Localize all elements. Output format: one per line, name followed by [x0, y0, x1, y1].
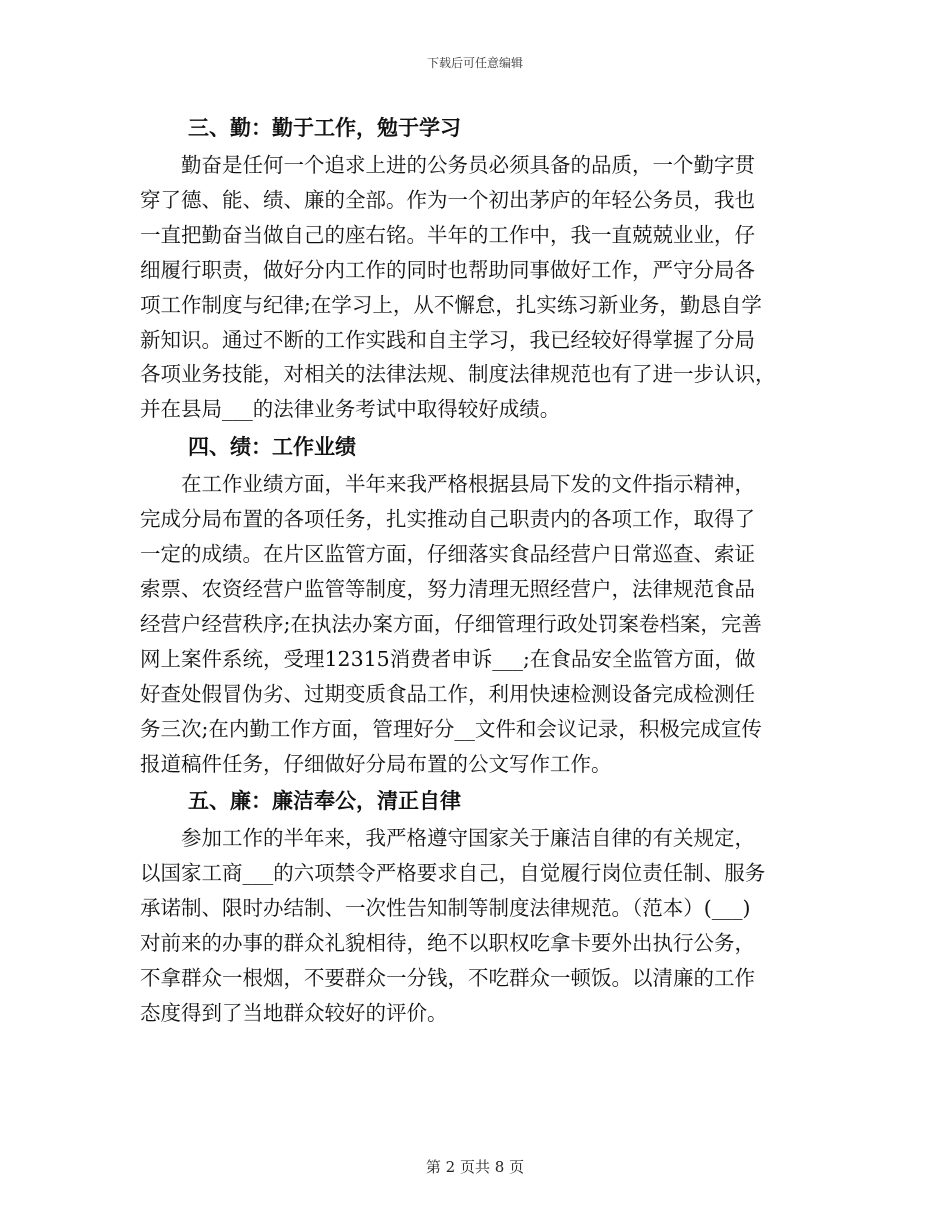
- page-header-note: 下载后可任意编辑: [426, 56, 523, 70]
- text-line: 项工作制度与纪律;在学习上，从不懈怠，扎实练习新业务，勤恳自学: [140, 292, 762, 317]
- section-heading-integrity: 五、廉：廉洁奉公，清正自律: [188, 789, 461, 814]
- paragraph-achievement: [140, 467, 810, 781]
- section-heading-diligence: 三、勤：勤于工作，勉于学习: [188, 116, 461, 140]
- text-line: 细履行职责，做好分内工作的同时也帮助同事做好工作，严守分局各: [140, 257, 755, 282]
- document-body: [140, 108, 810, 1031]
- text-line: 参加工作的半年来，我严格遵守国家关于廉洁自律的有关规定，: [181, 826, 755, 851]
- paragraph-diligence: [140, 148, 810, 427]
- text-line: 索票、农资经营户监管等制度，努力清理无照经营户，法律规范食品: [140, 576, 755, 601]
- text-line: 报道稿件任务，仔细做好分局布置的公文写作工作。: [140, 751, 612, 776]
- text-line: 态度得到了当地群众较好的评价。: [140, 1000, 448, 1025]
- text-line: 各项业务技能，对相关的法律法规、制度法律规范也有了进一步认识，: [140, 362, 776, 387]
- text-line: 务三次;在内勤工作方面，管理好分__文件和会议记录，积极完成宣传: [140, 716, 762, 741]
- text-line: 一定的成绩。在片区监管方面，仔细落实食品经营户日常巡查、索证: [140, 542, 755, 567]
- text-line: 勤奋是任何一个追求上进的公务员必须具备的品质，一个勤字贯: [181, 153, 755, 177]
- text-line: 以国家工商___的六项禁令严格要求自己，自觉履行岗位责任制、服务: [140, 861, 766, 886]
- section-heading-achievement: 四、绩：工作业绩: [188, 435, 356, 460]
- text-line: 好查处假冒伪劣、过期变质食品工作，利用快速检测设备完成检测任: [140, 681, 755, 706]
- text-line: 经营户经营秩序;在执法办案方面，仔细管理行政处罚案卷档案，完善: [140, 611, 762, 636]
- page-number: 第 2 页共 8 页: [425, 1158, 525, 1176]
- text-line: 新知识。通过不断的工作实践和自主学习，我已经较好得掌握了分局: [140, 327, 755, 352]
- text-line: 一直把勤奋当做自己的座右铭。半年的工作中，我一直兢兢业业，仔: [140, 222, 755, 247]
- text-line: 并在县局___的法律业务考试中取得较好成绩。: [140, 397, 561, 422]
- text-line: 网上案件系统，受理12315消费者申诉___;在食品安全监管方面，做: [140, 646, 756, 671]
- text-line: 不拿群众一根烟，不要群众一分钱，不吃群众一顿饭。以清廉的工作: [140, 966, 755, 991]
- text-line: 穿了德、能、绩、廉的全部。作为一个初出茅庐的年轻公务员，我也: [140, 187, 755, 212]
- text-line: 完成分局布置的各项任务，扎实推动自己职责内的各项工作，取得了: [140, 507, 755, 532]
- paragraph-integrity: [140, 821, 810, 1030]
- text-line: 承诺制、限时办结制、一次性告知制等制度法律规范。（范本）(___): [140, 896, 751, 921]
- text-line: 在工作业绩方面，半年来我严格根据县局下发的文件指示精神，: [181, 472, 755, 497]
- text-line: 对前来的办事的群众礼貌相待，绝不以职权吃拿卡要外出执行公务，: [140, 931, 755, 956]
